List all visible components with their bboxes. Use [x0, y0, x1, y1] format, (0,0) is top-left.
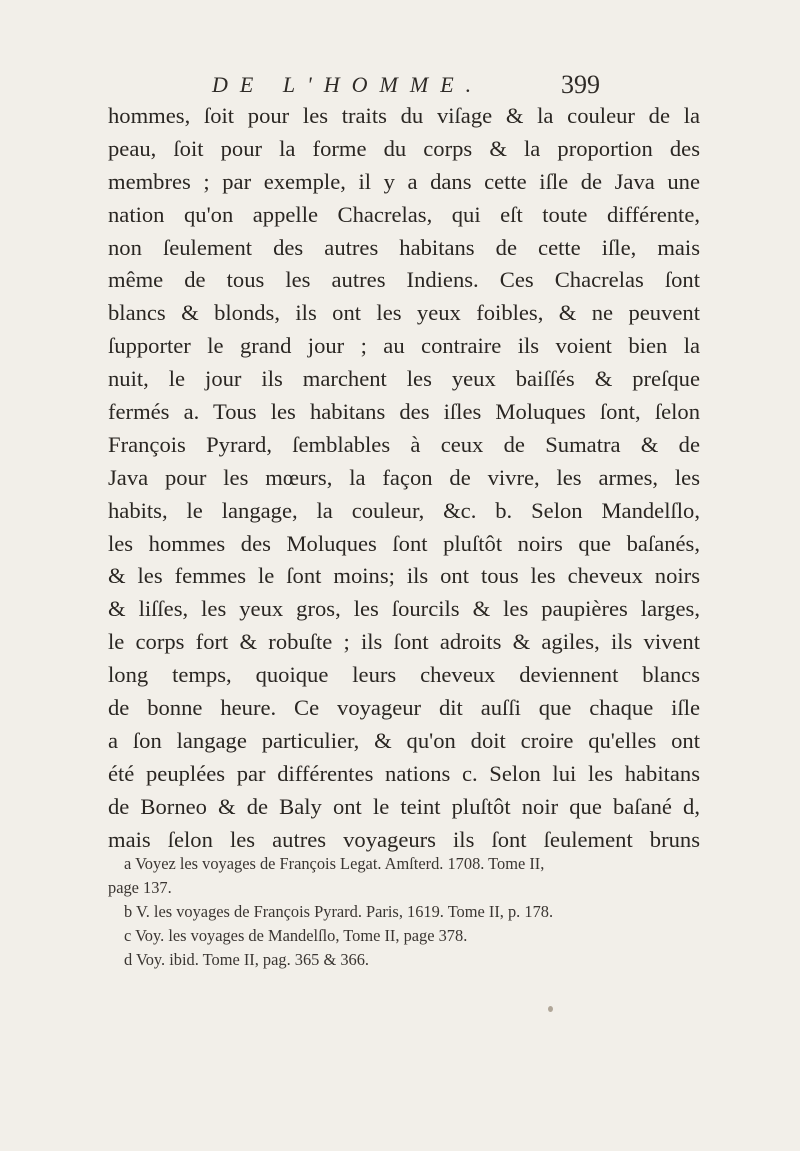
page-number: 399 — [561, 70, 600, 99]
footnotes — [108, 852, 708, 972]
footnote-b: b V. les voyages de François Pyrard. Paris, 1619. Tome II, p. 178. — [124, 902, 554, 921]
text-line: long temps, quoique leurs cheveux deviennent blancs — [108, 662, 700, 688]
text-line: membres ; par exemple, il y a dans cette iſle de Java une — [108, 168, 700, 194]
text-line: même de tous les autres Indiens. Ces Chacrelas ſont — [108, 267, 700, 293]
text-line: Java pour les mœurs, la façon de vivre, les armes, les — [108, 464, 700, 490]
text-line: de Borneo & de Baly ont le teint pluſtôt noir que baſané d, — [108, 793, 700, 819]
text-line: nation qu'on appelle Chacrelas, qui eſt toute différente, — [108, 201, 700, 227]
text-line: les hommes des Moluques ſont pluſtôt noirs que baſanés, — [108, 530, 700, 556]
text-line: François Pyrard, ſemblables à ceux de Sumatra & de — [108, 431, 700, 457]
text-line: de bonne heure. Ce voyageur dit auſſi que chaque iſle — [108, 695, 700, 721]
running-head: DE L'HOMME. — [212, 72, 484, 97]
text-line: habits, le langage, la couleur, &c. b. Selon Mandelſlo, — [108, 497, 700, 523]
text-line: hommes, ſoit pour les traits du viſage & la couleur de la — [108, 103, 700, 128]
text-line: & liſſes, les yeux gros, les ſourcils & les paupières larges, — [108, 596, 700, 622]
footnote-c: c Voy. les voyages de Mandelſlo, Tome II, page 378. — [124, 926, 468, 945]
text-line: le corps fort & robuſte ; ils ſont adroits & agiles, ils vivent — [108, 629, 700, 655]
paper-stain — [548, 1006, 553, 1012]
text-line: peau, ſoit pour la forme du corps & la proportion des — [108, 135, 700, 161]
body-text — [108, 100, 700, 856]
footnote-d: d Voy. ibid. Tome II, pag. 365 & 366. — [124, 950, 370, 969]
text-line: été peuplées par différentes nations c. Selon lui les habitans — [108, 760, 700, 786]
footnote-a: a Voyez les voyages de François Legat. Amſterd. 1708. Tome II, — [124, 854, 545, 873]
text-line: non ſeulement des autres habitans de cette iſle, mais — [108, 234, 700, 260]
text-line: ſupporter le grand jour ; au contraire ils voient bien la — [108, 333, 700, 359]
text-line: & les femmes le ſont moins; ils ont tous les cheveux noirs — [108, 563, 700, 589]
text-line: a ſon langage particulier, & qu'on doit croire qu'elles ont — [108, 727, 700, 753]
text-line: nuit, le jour ils marchent les yeux baiſſés & preſque — [108, 366, 700, 392]
text-line: fermés a. Tous les habitans des iſles Moluques ſont, ſelon — [108, 399, 700, 425]
text-line: mais ſelon les autres voyageurs ils ſont ſeulement bruns — [108, 826, 700, 852]
footnote-a-continued: page 137. — [108, 878, 172, 897]
text-line: blancs & blonds, ils ont les yeux foibles, & ne peuvent — [108, 300, 700, 326]
